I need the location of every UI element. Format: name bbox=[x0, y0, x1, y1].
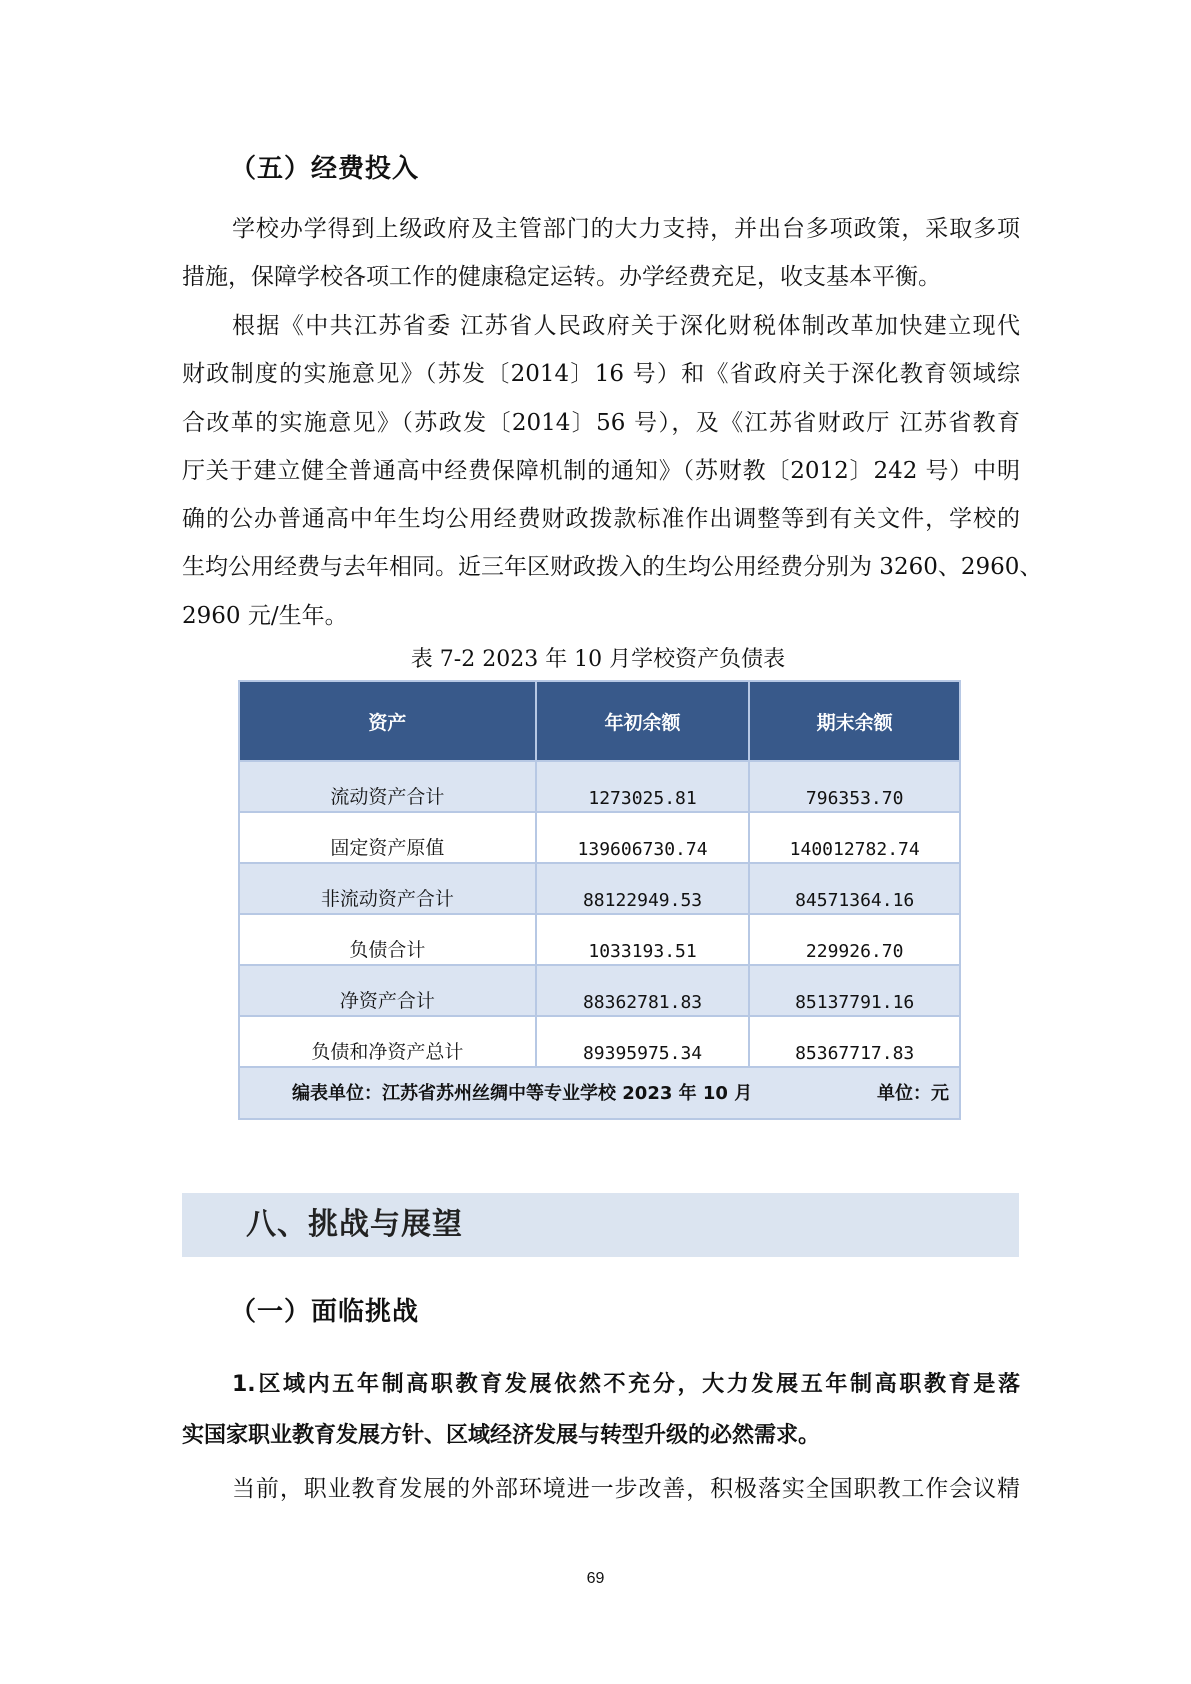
column-header-asset: 资产 bbox=[239, 681, 536, 761]
paragraph-line: 2960 元/生年。 bbox=[182, 602, 348, 629]
closing-balance-cell: 796353.70 bbox=[749, 761, 960, 812]
section-heading-funding: （五）经费投入 bbox=[230, 154, 420, 184]
balance-sheet-table bbox=[238, 680, 961, 1120]
row-label: 流动资产合计 bbox=[239, 761, 536, 812]
paragraph-line: 合改革的实施意见》（苏政发〔2014〕56 号），及《江苏省财政厅 江苏省教育 bbox=[182, 409, 1020, 436]
paragraph-line: 措施，保障学校各项工作的健康稳定运转。办学经费充足，收支基本平衡。 bbox=[182, 264, 941, 291]
row-label: 固定资产原值 bbox=[239, 812, 536, 863]
row-label: 负债和净资产总计 bbox=[239, 1016, 536, 1067]
table-header-row bbox=[239, 681, 960, 761]
closing-balance-cell: 140012782.74 bbox=[749, 812, 960, 863]
opening-balance-cell: 139606730.74 bbox=[536, 812, 750, 863]
paragraph-line: 生均公用经费与去年相同。近三年区财政拨入的生均公用经费分别为 3260、2960、 bbox=[182, 554, 1043, 581]
column-header-closing-balance: 期末余额 bbox=[749, 681, 960, 761]
opening-balance-cell: 1033193.51 bbox=[536, 914, 750, 965]
section-heading-challenges: （一）面临挑战 bbox=[230, 1297, 420, 1327]
page-number: 69 bbox=[586, 1570, 605, 1587]
closing-balance-cell: 84571364.16 bbox=[749, 863, 960, 914]
row-label: 非流动资产合计 bbox=[239, 863, 536, 914]
bold-paragraph-point-1 bbox=[182, 1359, 1020, 1461]
closing-balance-cell: 229926.70 bbox=[749, 914, 960, 965]
table-caption: 表 7-2 2023 年 10 月学校资产负债表 bbox=[410, 647, 786, 672]
table-row bbox=[239, 863, 960, 914]
opening-balance-cell: 89395975.34 bbox=[536, 1016, 750, 1067]
opening-balance-cell: 1273025.81 bbox=[536, 761, 750, 812]
paragraph-line: 根据《中共江苏省委 江苏省人民政府关于深化财税体制改革加快建立现代 bbox=[232, 313, 1020, 339]
closing-balance-cell: 85367717.83 bbox=[749, 1016, 960, 1067]
chapter-heading-band bbox=[182, 1193, 1019, 1257]
paragraph-line: 实国家职业教育发展方针、区域经济发展与转型升级的必然需求。 bbox=[182, 1423, 821, 1448]
closing-balance-cell: 85137791.16 bbox=[749, 965, 960, 1016]
row-label: 负债合计 bbox=[239, 914, 536, 965]
paragraph-current-situation bbox=[182, 1465, 1020, 1513]
table-footer-row bbox=[239, 1067, 960, 1119]
paragraph-line: 财政制度的实施意见》（苏发〔2014〕16 号）和《省政府关于深化教育领域综 bbox=[182, 361, 1020, 388]
table-footer-unit-name: 编表单位：江苏省苏州丝绸中等专业学校 2023 年 10 月 bbox=[292, 1083, 753, 1104]
paragraph-line: 当前，职业教育发展的外部环境进一步改善，积极落实全国职教工作会议精 bbox=[232, 1476, 1020, 1502]
table-row bbox=[239, 812, 960, 863]
row-label: 净资产合计 bbox=[239, 965, 536, 1016]
paragraph-line: 厅关于建立健全普通高中经费保障机制的通知》（苏财教〔2012〕242 号）中明 bbox=[182, 457, 1020, 484]
table-row bbox=[239, 914, 960, 965]
table-row bbox=[239, 1016, 960, 1067]
paragraph-line: 确的公办普通高中年生均公用经费财政拨款标准作出调整等到有关文件，学校的 bbox=[182, 506, 1020, 533]
table-row bbox=[239, 761, 960, 812]
opening-balance-cell: 88122949.53 bbox=[536, 863, 750, 914]
paragraph-funding-policy bbox=[182, 302, 1043, 640]
table-row bbox=[239, 965, 960, 1016]
table-footer bbox=[239, 1067, 960, 1119]
column-header-opening-balance: 年初余额 bbox=[536, 681, 750, 761]
paragraph-line: 1.区域内五年制高职教育发展依然不充分，大力发展五年制高职教育是落 bbox=[232, 1372, 1020, 1397]
chapter-title: 八、挑战与展望 bbox=[246, 1207, 463, 1242]
paragraph-line: 学校办学得到上级政府及主管部门的大力支持，并出台多项政策，采取多项 bbox=[232, 216, 1020, 242]
table-footer-currency: 单位：元 bbox=[877, 1083, 949, 1104]
paragraph-funding-support bbox=[182, 205, 1020, 302]
opening-balance-cell: 88362781.83 bbox=[536, 965, 750, 1016]
